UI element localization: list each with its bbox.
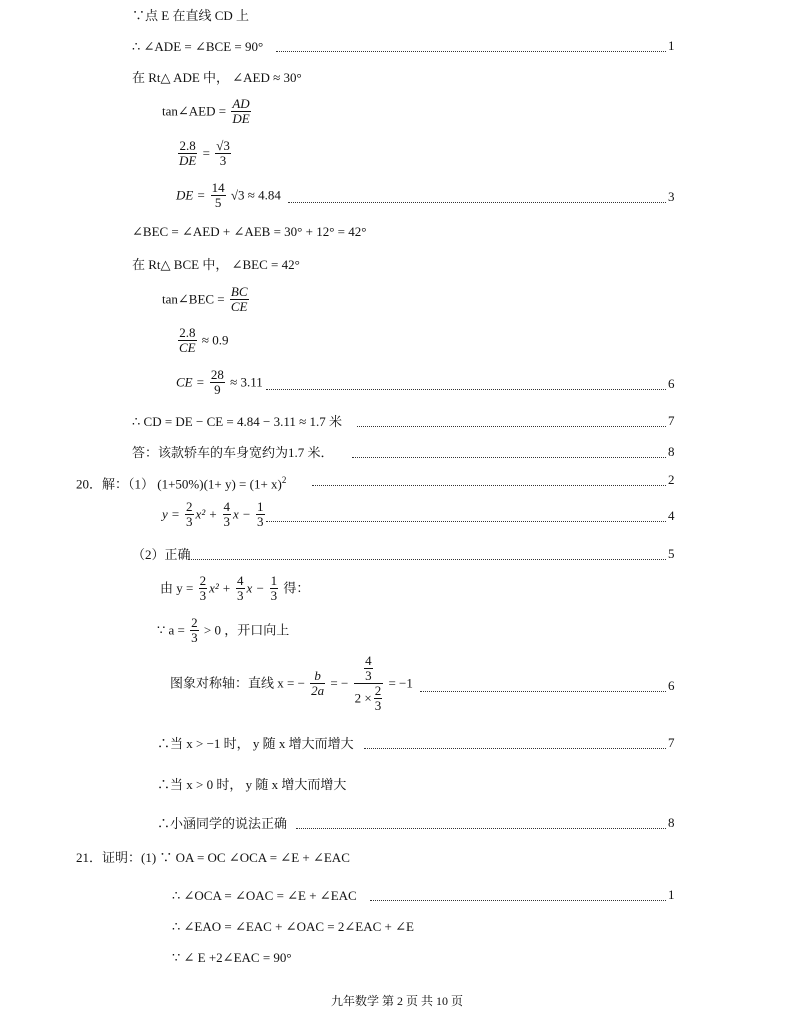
text-line-increasing-2: ∴当 x > 0 时， y 随 x 增大而增大 (157, 777, 347, 792)
denominator: 3 (270, 588, 278, 603)
denominator: DE (232, 111, 250, 126)
numerator: BC (230, 284, 248, 299)
dot-leader (364, 748, 666, 749)
factor: 2 × (354, 690, 372, 706)
numerator: 4 (237, 573, 244, 588)
dot-leader (288, 202, 666, 203)
fraction (270, 574, 279, 603)
denominator: 9 (210, 382, 225, 397)
score-mark: 4 (668, 508, 675, 523)
numerator: 14 (211, 180, 225, 195)
fraction (190, 616, 199, 645)
equation-rhs: > 0 ，开口向上 (203, 622, 290, 638)
dot-leader (266, 521, 666, 522)
denominator: CE (230, 299, 248, 314)
numerator: 2 (374, 683, 382, 698)
score-mark: 3 (668, 189, 675, 204)
score-mark: 8 (668, 444, 675, 459)
denominator: 3 (191, 630, 198, 645)
fraction (210, 368, 225, 397)
score-mark: 1 (668, 887, 675, 902)
compound-fraction (354, 654, 384, 713)
score-mark: 2 (668, 472, 675, 487)
numerator: 2.8 (179, 138, 196, 153)
dot-leader (188, 559, 666, 560)
fraction (178, 326, 197, 355)
numerator: √3 (216, 138, 230, 153)
equation-from-quadratic (160, 574, 309, 603)
term: x − (246, 580, 265, 596)
numerator: b (314, 668, 321, 683)
numerator: 2.8 (179, 325, 196, 340)
score-mark: 6 (668, 376, 675, 391)
fraction (223, 500, 232, 529)
question-21-part-1: 21．证明：(1) ∵ OA = OC ∠OCA = ∠E + ∠EAC (76, 850, 350, 865)
numerator: 4 (223, 499, 230, 514)
exponent: 2 (281, 475, 287, 485)
question-20-part-1 (76, 471, 286, 493)
text-line-triangle-bce: 在 Rt△ BCE 中， ∠BEC = 42° (132, 257, 300, 272)
text-line-triangle-ade: 在 Rt△ ADE 中， ∠AED ≈ 30° (132, 70, 302, 85)
denominator: 2a (311, 683, 325, 698)
score-mark: 7 (668, 735, 675, 750)
equation-lhs: tan∠BEC = (162, 291, 225, 307)
numerator: 4 (365, 653, 372, 668)
equation-suffix: 得： (283, 580, 310, 596)
fraction (231, 97, 250, 126)
text-line-eao: ∴ ∠EAO = ∠EAC + ∠OAC = 2∠EAC + ∠E (172, 919, 414, 934)
text-line-conclusion: ∴小涵同学的说法正确 (157, 816, 288, 831)
fraction (185, 500, 194, 529)
page-footer: 九年数学 第 2 页 共 10 页 (330, 994, 463, 1008)
fraction (215, 139, 231, 168)
numerator: 2 (186, 499, 193, 514)
equation-rhs: = −1 (388, 675, 413, 691)
fraction (310, 669, 325, 698)
score-mark: 8 (668, 815, 675, 830)
dot-leader (352, 457, 666, 458)
fraction (230, 285, 249, 314)
equation-text: 20．解：（1） (1+50%)(1+ y) = (1+ x) (76, 476, 282, 492)
denominator: 3 (257, 514, 264, 529)
equation-ce-value (176, 368, 263, 397)
text-line-oca-oac: ∴ ∠OCA = ∠OAC = ∠E + ∠EAC (172, 888, 357, 903)
denominator: 3 (365, 668, 372, 683)
text-line-answer: 答：该款轿车的车身宽约为1.7 米． (132, 445, 334, 460)
fraction (256, 500, 265, 529)
denominator: 3 (199, 588, 207, 603)
numerator: 1 (270, 573, 278, 588)
text-line-cd-result: ∴ CD = DE − CE = 4.84 − 3.11 ≈ 1.7 米 (132, 414, 342, 429)
numerator: AD (232, 96, 250, 111)
fraction (199, 574, 208, 603)
equation-ratio-ce (176, 326, 229, 355)
dot-leader (420, 691, 666, 692)
text-line-increasing-1: ∴当 x > −1 时， y 随 x 增大而增大 (157, 736, 354, 751)
term: x² + (209, 580, 231, 596)
equation-quadratic (162, 500, 267, 529)
equation-rhs: √3 ≈ 4.84 (230, 187, 281, 203)
equation-axis-of-symmetry (170, 654, 413, 713)
numerator: 28 (210, 367, 224, 382)
denominator: 5 (211, 195, 226, 210)
equation-lhs: CE = (176, 374, 205, 390)
text-line-sum-90: ∵ ∠ E +2∠EAC = 90° (172, 950, 292, 965)
fraction (211, 181, 226, 210)
text-line-point-e: ∵点 E 在直线 CD 上 (132, 8, 250, 23)
numerator: 1 (257, 499, 264, 514)
equation-rhs: ≈ 3.11 (230, 374, 263, 390)
denominator: 3 (374, 698, 382, 713)
dot-leader (312, 485, 666, 486)
equation-lhs: 由 y = (160, 580, 194, 596)
dot-leader (276, 51, 666, 52)
equation-lhs: y = (162, 506, 180, 522)
denominator: CE (179, 340, 196, 355)
dot-leader (266, 389, 666, 390)
denominator: 3 (215, 153, 231, 168)
fraction (236, 574, 245, 603)
equation-lhs: 图象对称轴：直线 x = − (170, 675, 305, 691)
score-mark: 7 (668, 413, 675, 428)
score-mark: 1 (668, 38, 675, 53)
score-mark: 6 (668, 678, 675, 693)
dot-leader (296, 828, 666, 829)
text-line-angle-bec: ∠BEC = ∠AED + ∠AEB = 30° + 12° = 42° (132, 224, 367, 239)
operator: = − (330, 675, 349, 691)
denominator: 3 (223, 514, 230, 529)
denominator: 3 (186, 514, 193, 529)
term: x² + (195, 506, 218, 522)
equation-tan-aed (162, 97, 253, 126)
text-line-right-angles: ∴ ∠ADE = ∠BCE = 90° (132, 39, 264, 54)
dot-leader (357, 426, 666, 427)
equation-tan-bec (162, 285, 251, 314)
equation-ratio-de: $\frac{2.8}{DE}$ = $\frac{√3}{3}$ (179, 138, 230, 168)
question-20-part-2: （2）正确 (132, 547, 191, 562)
equation-rhs: ≈ 0.9 (201, 332, 229, 348)
denominator: DE (179, 153, 197, 168)
term: x − (233, 506, 251, 522)
equation-a-positive (157, 616, 289, 645)
equation-lhs: tan∠AED = (162, 103, 227, 119)
score-mark: 5 (668, 546, 675, 561)
equation-lhs: ∵ a = (157, 622, 185, 638)
numerator: 2 (191, 615, 198, 630)
denominator: 3 (237, 588, 244, 603)
equation-de-value (176, 181, 281, 210)
equation-lhs: DE = (176, 187, 206, 203)
numerator: 2 (199, 573, 207, 588)
dot-leader (370, 900, 666, 901)
fraction (178, 139, 197, 168)
